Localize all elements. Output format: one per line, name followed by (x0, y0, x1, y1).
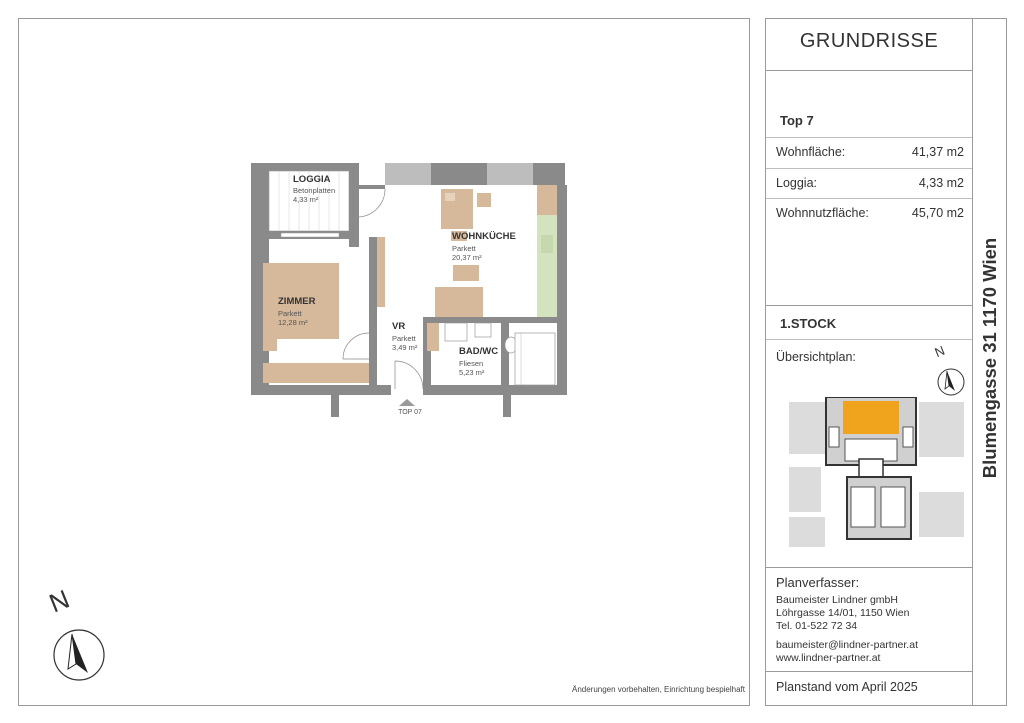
room-area-vr: 3,49 m² (392, 343, 418, 352)
overview-label: Übersichtplan: (776, 350, 856, 364)
north-arrow-icon (52, 628, 106, 682)
overview-north-letter: N (932, 342, 947, 361)
planner-line: Löhrgasse 14/01, 1150 Wien (776, 607, 910, 619)
area-row-separator (766, 198, 972, 199)
plan-date: Planstand vom April 2025 (776, 680, 918, 694)
area-label: Wohnfläche: (776, 145, 846, 159)
area-value: 4,33 m2 (918, 176, 964, 190)
room-name-loggia: LOGGIA (293, 174, 331, 185)
planner-email: baumeister@lindner-partner.at (776, 639, 918, 651)
planner-line: Tel. 01-522 72 34 (776, 620, 858, 632)
room-name-zimmer: ZIMMER (278, 296, 316, 307)
area-label: Wohnnutzfläche: (776, 206, 869, 220)
overview-north-arrow-icon (936, 367, 966, 397)
room-area-zimmer: 12,28 m² (278, 318, 308, 327)
planner-heading: Planverfasser: (776, 575, 860, 590)
floor-separator (766, 339, 972, 340)
room-name-vr: VR (392, 321, 406, 332)
room-floor-vr: Parkett (392, 334, 416, 343)
floor-separator (766, 305, 972, 306)
room-area-loggia: 4,33 m² (293, 195, 319, 204)
entrance-label: TOP 07 (398, 409, 422, 416)
room-floor-wohnkueche: Parkett (452, 244, 476, 253)
area-row-separator (766, 137, 972, 138)
north-letter: N (44, 583, 74, 619)
area-value: 45,70 m2 (911, 206, 964, 220)
floor-label: 1.STOCK (780, 316, 837, 331)
area-value: 41,37 m2 (911, 145, 964, 159)
unit-label: Top 7 (780, 113, 814, 128)
room-name-bad: BAD/WC (459, 346, 499, 357)
sheet-title: GRUNDRISSE (799, 30, 939, 52)
room-area-bad: 5,23 m² (459, 368, 485, 377)
address-divider (972, 18, 973, 706)
planner-line: Baumeister Lindner gmbH (776, 594, 898, 606)
overview-site-plan (789, 397, 964, 552)
highlighted-unit (843, 401, 899, 434)
address-text: Blumengasse 31 1170 Wien (979, 237, 1000, 479)
planner-separator (766, 567, 972, 568)
title-separator (766, 70, 972, 71)
room-name-wohnkueche: WOHNKÜCHE (452, 231, 516, 242)
planner-website: www.lindner-partner.at (776, 652, 881, 664)
room-floor-zimmer: Parkett (278, 309, 302, 318)
room-area-wohnkueche: 20,37 m² (452, 253, 482, 262)
disclaimer: Änderungen vorbehalten, Einrichtung bespielhaft (571, 685, 745, 694)
room-floor-loggia: Betonplatten (293, 186, 336, 195)
room-floor-bad: Fliesen (459, 359, 484, 368)
date-separator (766, 671, 972, 672)
area-row-separator (766, 168, 972, 169)
area-label: Loggia: (776, 176, 818, 190)
